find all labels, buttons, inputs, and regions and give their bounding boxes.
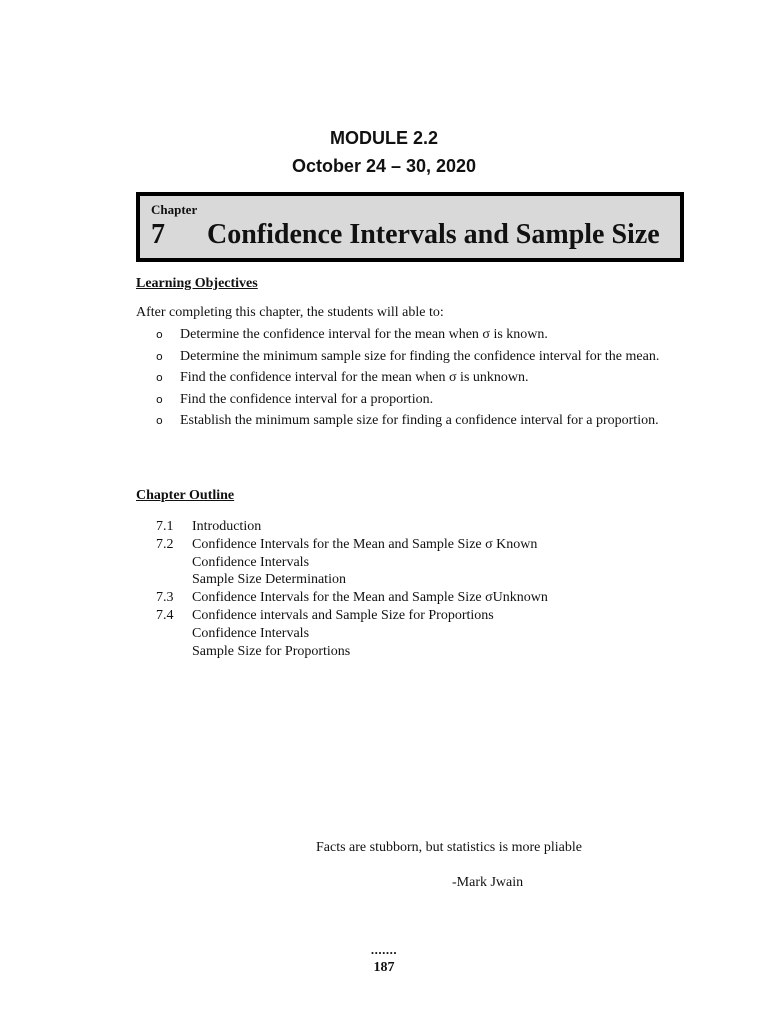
list-item	[156, 324, 666, 346]
outline-row	[156, 589, 548, 607]
outline-row	[156, 643, 548, 661]
bullet-icon: o	[156, 371, 163, 384]
outline-row	[156, 607, 548, 625]
outline-text: Confidence Intervals for the Mean and Sample Size σUnknown	[192, 590, 548, 606]
footer-dots: .......	[370, 942, 398, 957]
list-item	[156, 367, 666, 389]
bullet-icon: o	[156, 392, 163, 406]
outline-text: Confidence Intervals	[192, 554, 310, 570]
bullet-icon: o	[156, 414, 163, 427]
outline-number	[156, 643, 192, 661]
objective-text: Establish the minimum sample size for finding a confidence interval for a proportion.	[180, 413, 659, 428]
chapter-outline-heading: Chapter Outline	[136, 488, 235, 503]
quote-text: Facts are stubborn, but statistics is more pliable	[316, 840, 582, 855]
module-title: MODULE 2.2	[329, 128, 439, 148]
outline-text: Confidence Intervals	[192, 625, 310, 641]
outline-row	[156, 536, 548, 554]
outline-number	[156, 625, 192, 643]
chapter-title: Confidence Intervals and Sample Size	[207, 219, 660, 250]
chapter-label: Chapter	[151, 202, 198, 217]
outline-text: Sample Size Determination	[192, 572, 346, 588]
bullet-icon: o	[156, 349, 163, 363]
objective-text: Find the confidence interval for a proportion.	[180, 391, 434, 407]
objective-text: Determine the minimum sample size for finding the confidence interval for the mean.	[180, 348, 660, 364]
outline-text: Sample Size for Proportions	[192, 643, 351, 659]
outline-text: Confidence intervals and Sample Size for Proportions	[192, 607, 494, 623]
page-number: 187	[373, 960, 395, 975]
module-dates: October 24 – 30, 2020	[291, 156, 477, 176]
objective-text: Determine the confidence interval for the mean when σ is known.	[180, 327, 548, 342]
chapter-number: 7	[151, 219, 165, 250]
outline-number	[156, 571, 192, 589]
outline-number: 7.1	[156, 519, 174, 534]
outline-row	[156, 554, 548, 572]
outline-number: 7.4	[156, 607, 174, 623]
outline-number	[156, 554, 192, 572]
outline-row	[156, 625, 548, 643]
objective-text: Find the confidence interval for the mean when σ is unknown.	[180, 370, 529, 385]
list-item	[156, 410, 666, 432]
module-header	[0, 124, 768, 180]
outline-number: 7.2	[156, 536, 174, 552]
chapter-banner	[136, 192, 684, 262]
quote-author: -Mark Jwain	[452, 875, 524, 890]
chapter-outline	[156, 518, 548, 660]
objectives-list	[156, 324, 666, 432]
learning-objectives-heading: Learning Objectives	[136, 276, 258, 291]
outline-text: Introduction	[192, 519, 262, 534]
objectives-intro: After completing this chapter, the students will able to:	[136, 305, 444, 320]
outline-row	[156, 571, 548, 589]
list-item	[156, 389, 666, 411]
outline-text: Confidence Intervals for the Mean and Sample Size σ Known	[192, 536, 538, 552]
list-item	[156, 346, 666, 368]
outline-row	[156, 518, 548, 536]
bullet-icon: o	[156, 328, 163, 341]
outline-number: 7.3	[156, 590, 174, 606]
